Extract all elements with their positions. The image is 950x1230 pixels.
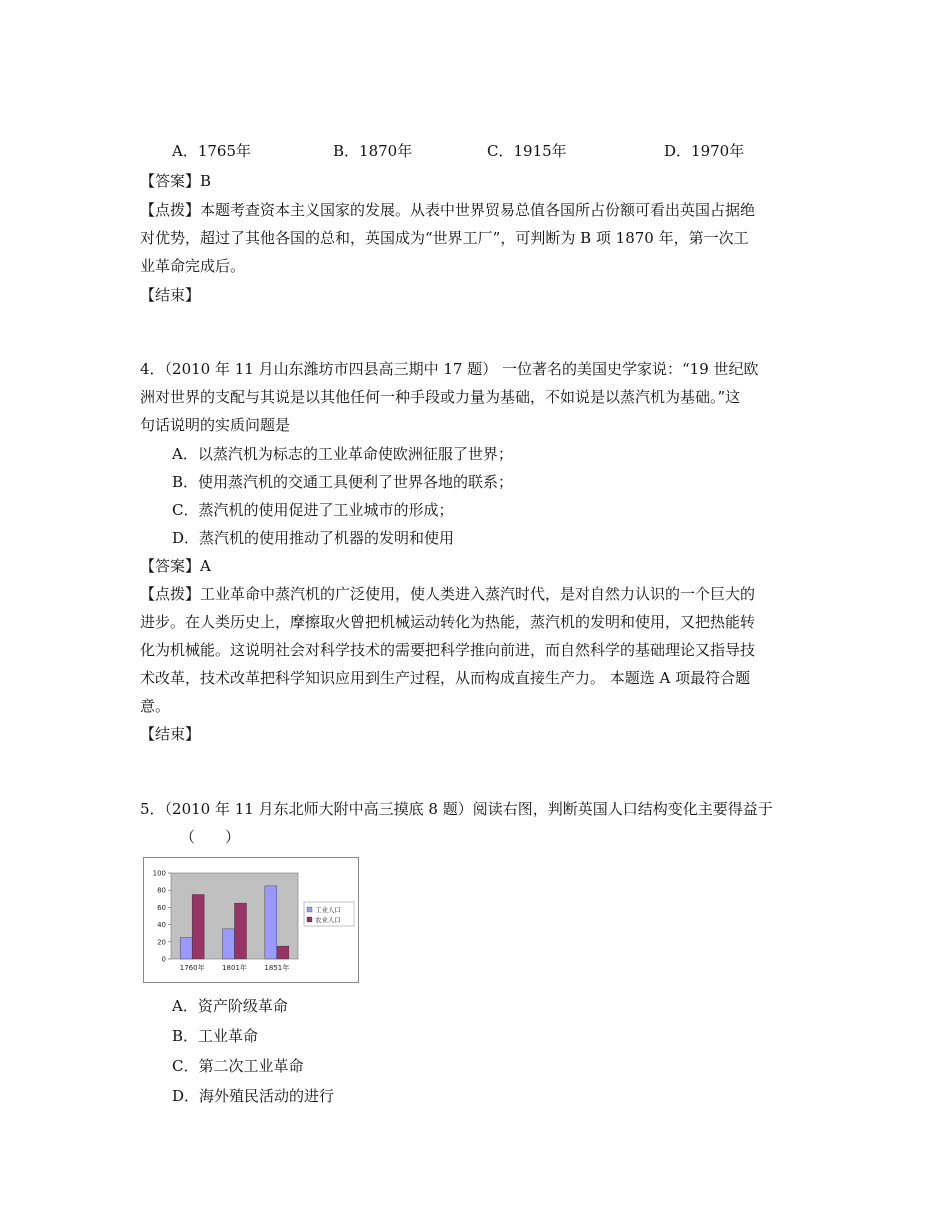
q4-stem-line: 洲对世界的支配与其说是以其他任何一种手段或力量为基础，不如说是以蒸汽机为基础。”这 [140, 388, 741, 406]
q3-answer: 【答案】B [140, 172, 212, 190]
population-bar-chart [143, 857, 359, 983]
q5-stem-line: 5．（2010 年 11 月东北师大附中高三摸底 8 题）阅读右图，判断英国人口结构变化主要得益于 [140, 800, 773, 818]
y-tick-label: 80 [157, 886, 166, 895]
q3-option-a: A．1765年 [172, 142, 252, 160]
q5-option-a: A．资产阶级革命 [172, 997, 288, 1015]
q4-option-b: B．使用蒸汽机的交通工具便利了世界各地的联系； [172, 473, 514, 491]
q3-option-d: D．1970年 [664, 142, 745, 160]
q5-option-c: C．第二次工业革命 [172, 1057, 304, 1075]
q4-option-a: A．以蒸汽机为标志的工业革命使欧洲征服了世界； [172, 445, 513, 463]
q4-hint-line: 进步。在人类历史上，摩擦取火曾把机械运动转化为热能，蒸汽机的发明和使用，又把热能转 [140, 613, 756, 631]
q4-stem-line: 4．（2010 年 11 月山东潍坊市四县高三期中 17 题） 一位著名的美国史学家说：“19 世纪欧 [140, 360, 759, 378]
bar-industrial [180, 938, 192, 960]
q5-option-b: B．工业革命 [172, 1027, 259, 1045]
x-tick-label: 1801年 [222, 964, 247, 972]
q4-stem-line: 句话说明的实质问题是 [140, 416, 291, 434]
legend-swatch [307, 907, 312, 912]
q4-hint-line: 术改革，技术改革把科学知识应用到生产过程，从而构成直接生产力。 本题选 A 项最符合题 [140, 669, 751, 687]
q3-hint-line: 【点拨】本题考查资本主义国家的发展。从表中世界贸易总值各国所占份额可看出英国占据绝 [140, 201, 756, 219]
y-tick-label: 100 [152, 869, 166, 878]
x-tick-label: 1760年 [179, 964, 205, 972]
x-tick-label: 1851年 [264, 964, 290, 972]
q3-hint-line: 对优势，超过了其他各国的总和，英国成为“世界工厂”，可判断为 B 项 1870 年，第一次工 [140, 229, 749, 247]
q4-end-marker: 【结束】 [140, 725, 201, 743]
chart-canvas [144, 858, 358, 982]
q4-hint-line: 【点拨】工业革命中蒸汽机的广泛使用，使人类进入蒸汽时代，是对自然力认识的一个巨大的 [140, 585, 756, 603]
q3-hint-line: 业革命完成后。 [140, 257, 246, 275]
y-tick-label: 20 [157, 938, 166, 947]
q3-option-c: C．1915年 [487, 142, 567, 160]
q4-answer: 【答案】A [140, 557, 211, 575]
legend-label: 工业人口 [315, 906, 341, 914]
q5-answer-blank: （ ） [180, 828, 241, 846]
q4-hint-line: 意。 [140, 697, 171, 715]
y-tick-label: 60 [157, 903, 166, 912]
bar-industrial [223, 929, 235, 959]
legend-swatch [307, 917, 312, 922]
q4-option-c: C．蒸汽机的使用促进了工业城市的形成； [172, 501, 454, 519]
q3-option-b: B．1870年 [333, 142, 413, 160]
bar-agricultural [277, 946, 289, 959]
y-tick-label: 0 [161, 955, 166, 964]
legend-label: 农业人口 [315, 916, 341, 924]
bar-industrial [265, 886, 277, 959]
q4-hint-line: 化为机械能。这说明社会对科学技术的需要把科学推向前进，而自然科学的基础理论又指导技 [140, 641, 756, 659]
q3-end-marker: 【结束】 [140, 286, 201, 304]
y-tick-label: 40 [157, 921, 166, 930]
q4-option-d: D．蒸汽机的使用推动了机器的发明和使用 [172, 529, 455, 547]
bar-agricultural [192, 895, 204, 960]
q5-option-d: D．海外殖民活动的进行 [172, 1087, 335, 1105]
bar-agricultural [235, 903, 247, 959]
